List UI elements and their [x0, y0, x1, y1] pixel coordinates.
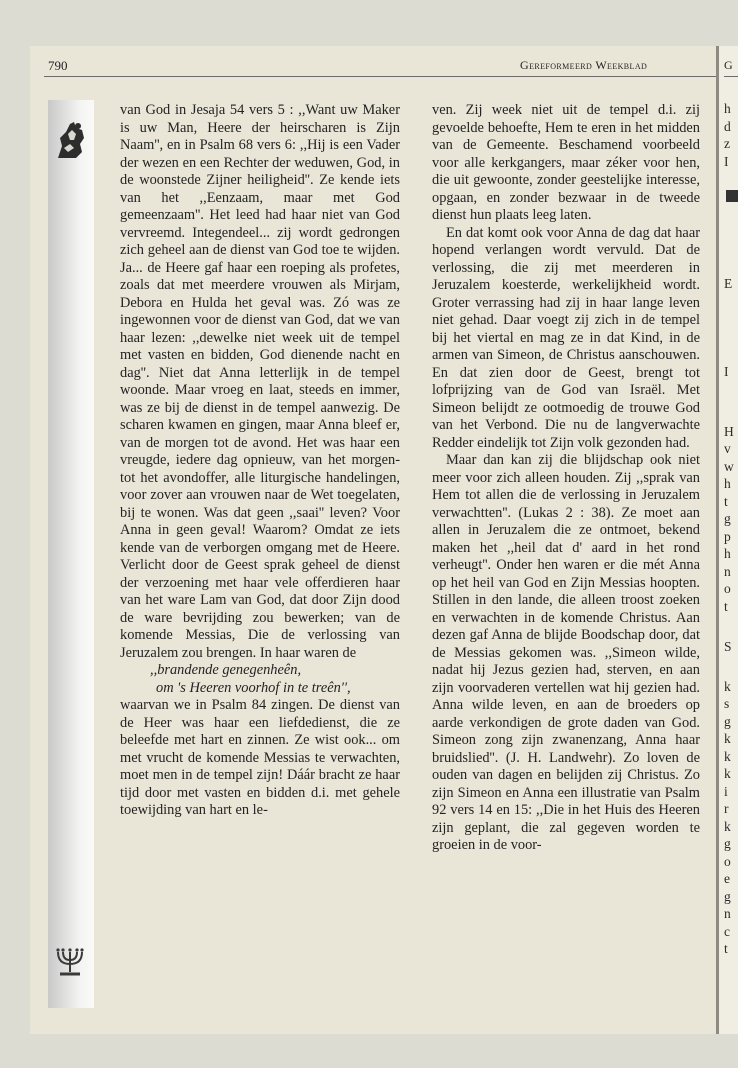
fragment: k [724, 766, 731, 781]
fragment: h [724, 546, 731, 561]
paragraph: En dat komt ook voor Anna de dag dat haar hopend verlangen wordt vervuld. Dat de verlossing, die zij met meerderen in Jeruzalem koesterde, werkelijkheid wordt. Groter verrassing had zij in haar lange leven niet gehad. Daar voegt zij zich in de tempel bij het viertal en mag ze in dat Kind, in de armen van Simeon, de Christus aanschouwen. En dat zien door de Geest, brengt tot lofprijzing van de God van Israël. Met Simeon belijdt ze ootmoedig de trouwe God van het Verbond. Die nu de langverwachte Redder eindelijk tot Zijn volk gezonden had. [432, 224, 700, 451]
fragment: g [724, 888, 731, 904]
fragment: H [724, 423, 734, 439]
fragment: n [724, 906, 731, 921]
fragment: k [724, 678, 731, 694]
fragment: o [724, 581, 731, 596]
fragment: S [724, 638, 732, 654]
fragment: o [724, 853, 731, 869]
paragraph: waarvan we in Psalm 84 zingen. De dienst van de Heer was haar een liefdedienst, die ze beleefde met hart en zinnen. Ze wist ook... om met vrucht de komende Messias te verwachten, moet men in de tempel zijn! Dáár bracht ze haar tijd door met vasten en bidden d.i. met gehele toewijding van hart en le- [120, 697, 400, 818]
fragment: i [724, 783, 728, 799]
running-title: Gereformeerd Weekblad [520, 58, 648, 72]
fragment: r [724, 801, 729, 816]
fragment: k [724, 731, 731, 746]
fragment: v [724, 441, 731, 456]
paragraph: van God in Jesaja 54 vers 5 : ,,Want uw Maker is uw Man, Heere der heirscharen is Zijn Naam'', en in Psalm 68 vers 6: ,,Hij is een Vader der wezen en een Rechter der weduwen, God, in de woonstede Zijner heiligheid''. Ze kende iets van het ,,Eenzaam, maar met God gemeenzaam''. Het leed had haar niet van God vervreemd. Integendeel... zij wordt gedrongen zich geheel aan de dienst van God toe te wijden. Ja... de Heere gaf haar een roeping als profetes, zoals dat met meerdere vrouwen als Mirjam, Debora en Hulda het geval was. Zó was ze ingewonnen voor de dienst van God, dat we van haar lezen: ,,dewelke niet week uit de tempel met vasten en bidden, God dienende nacht en dag''. Niet dat Anna letterlijk in de tempel woonde. Maar vroeg en laat, steeds en immer, was ze bij de dienst in de tempel aanwezig. De scharen kwamen en gingen, maar Anna bleef er, van de morgen tot de avond. Het was haar een vreugde, iedere dag opnieuw, van het morgen- tot het avondoffer, alle liturgische handelingen, voor zover aan vrouwen naar de Wet toegelaten, bij te wonen. Was dat geen ,,saai'' leven? Voor Anna in geen geval! Waarom? Omdat ze iets kende van de verborgen omgang met de Heere. Verlicht door de Geest sprak geheel de dienst der verzoening met haar vele offerdieren haar van het ware Lam van God, dat door Zijn dood de ware bevrijding zou bewerken; van de komende Messias, Die de verlossing van Jeruzalem zou brengen. In haar waren de [120, 102, 400, 661]
fragment: t [724, 493, 728, 509]
fragment: t [724, 941, 728, 956]
fragment: g [724, 511, 731, 526]
fragment: I [724, 153, 729, 169]
fragment: c [724, 923, 730, 939]
fragment: e [724, 871, 730, 886]
psalm-quote-line: om 's Heeren voorhof in te treên'', [156, 679, 351, 696]
fragment: n [724, 563, 731, 579]
fragment: g [724, 713, 731, 729]
fragment: p [724, 528, 731, 544]
gutter-shadow [716, 46, 719, 1034]
paragraph: ven. Zij week niet uit de tempel d.i. zij gevoelde behoefte, Hem te eren in het midden van de Gemeente. Beschamend voorbeeld voor alle kerkgangers, maar zéker voor hen, die uit gewoonte, zonder geestelijke interesse, opgaan, en zonder bezwaar in de tweede dienst hun plaats leeg laten. [432, 102, 700, 223]
next-page-text-fragments [724, 100, 738, 958]
fragment: h [724, 101, 731, 116]
text-column-right [432, 102, 700, 855]
fragment: h [724, 476, 731, 491]
next-page-header-rule [724, 76, 738, 77]
next-page-running-title: G [724, 58, 733, 72]
paragraph: Maar dan kan zij die blijdschap ook niet meer voor zich alleen houden. Zij ,,sprak van Hem tot allen die de verlossing in Jeruzalem verwachtten''. (Lukas 2 : 38). Ze moet aan allen in Jeruzalem die ze ontmoet, bekend maken het ,,heil dat d' aard in het rond verheugt''. Onder hen waren er die mét Anna op het heil van God en Zijn Messias hoopten. Stillen in den lande, die alleen troost zoeken en verwachten in de komende Christus. Aan dezen gaf Anna de blijde Boodschap door, dat de Messias gekomen was. ,,Simeon wilde, nadat hij Jezus gezien had, sterven, en aan zijn voorvaderen vertellen wat hij gezien had. Anna wilde leven, en aan de broeders op aarde verkondigen de grote daden van God. Simeon zong zijn zwanenzang, Anna haar bruidslied''. (J. H. Landwehr). Zo loven de ouden van dagen en belijden zij Christus. Zo zijn Simeon en Anna een illustratie van Psalm 92 vers 14 en 15: ,,Die in het Huis des Heeren zijn geplant, die zal gegeven worden te groeien in de voor- [432, 452, 700, 853]
page-number: 790 [48, 58, 68, 73]
fragment: w [724, 458, 734, 474]
fragment: d [724, 118, 731, 134]
fragment: k [724, 748, 731, 764]
fragment: E [724, 275, 733, 291]
fragment: g [724, 836, 731, 851]
psalm-quote-line: ,,brandende genegenheên, [150, 662, 302, 678]
decorative-sidebar [48, 100, 94, 1008]
rider-emblem-icon [52, 118, 90, 162]
fragment: I [724, 363, 729, 379]
menorah-icon [52, 942, 88, 978]
fragment: z [724, 136, 730, 151]
text-column-left [120, 102, 400, 820]
fragment: k [724, 818, 731, 834]
header-rule [44, 76, 716, 77]
fragment: t [724, 598, 728, 614]
fragment: s [724, 696, 730, 711]
